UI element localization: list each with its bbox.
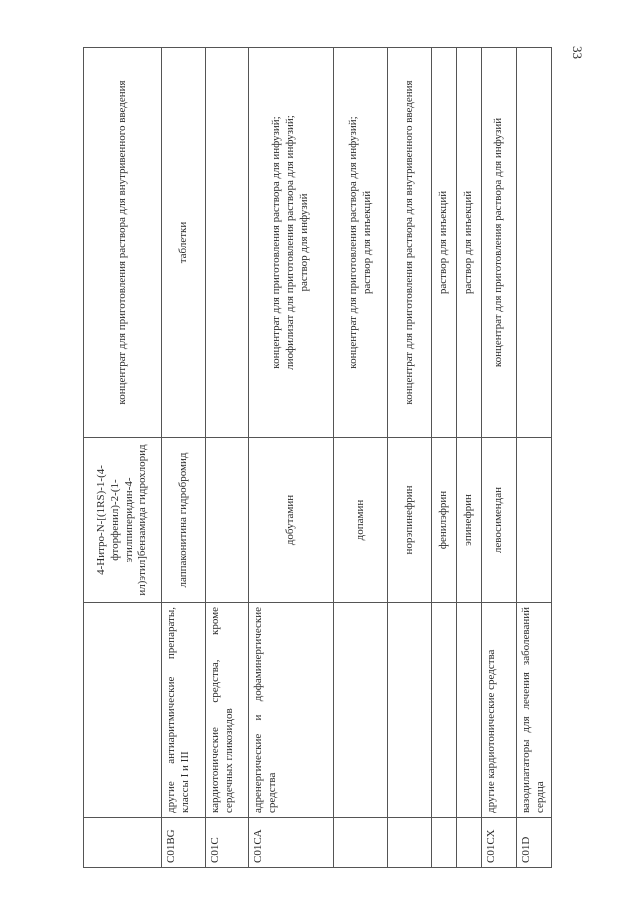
form-cell — [84, 48, 162, 438]
atc-code-cell — [334, 818, 388, 868]
form-line: концентрат для приготовления раствора для внутривенного введения — [402, 80, 415, 405]
drug-table — [83, 47, 552, 868]
group-cell — [84, 603, 162, 818]
atc-code-cell: C01C — [206, 818, 249, 868]
group-cell: кардиотонические средства, кроме сердечных гликозидов — [206, 603, 249, 818]
table-row — [457, 48, 482, 868]
substance-cell: добутамин — [249, 438, 334, 603]
form-line: концентрат для приготовления раствора для инфузий; — [270, 116, 283, 369]
form-line: раствор для инфузий — [297, 193, 310, 292]
group-cell: адренергические и дофаминергические средства — [249, 603, 334, 818]
substance-cell: допамин — [334, 438, 388, 603]
table-row — [388, 48, 432, 868]
substance-cell: фенилэфрин — [432, 438, 457, 603]
table-row — [482, 48, 517, 868]
substance-cell: норэпинефрин — [388, 438, 432, 603]
atc-code-cell — [84, 818, 162, 868]
form-line: концентрат для приготовления раствора для инфузий — [492, 117, 505, 368]
atc-code-cell: C01D — [517, 818, 552, 868]
substance-cell: лаппаконитина гидробромид — [162, 438, 206, 603]
form-cell — [482, 48, 517, 438]
form-line: раствор для инъекций — [437, 190, 450, 295]
form-line: концентрат для приготовления раствора для внутривенного введения — [115, 80, 128, 405]
atc-code-cell: C01CA — [249, 818, 334, 868]
group-cell: другие кардиотонические средства — [482, 603, 517, 818]
substance-cell: 4-Нитро-N-[(1RS)-1-(4-фторфенил)-2-(1-этилпиперидин-4-ил)этил]бензамида гидрохлорид — [84, 438, 162, 603]
form-cell — [517, 48, 552, 438]
table-row — [334, 48, 388, 868]
form-line: концентрат для приготовления раствора для инфузий; — [346, 116, 359, 369]
atc-code-cell: C01BG — [162, 818, 206, 868]
rotated-table-container — [83, 48, 546, 868]
group-cell: другие антиаритмические препараты, классы I и III — [162, 603, 206, 818]
form-cell — [206, 48, 249, 438]
group-cell: вазодилататоры для лечения заболеваний сердца — [517, 603, 552, 818]
table-row — [206, 48, 249, 868]
atc-code-cell — [432, 818, 457, 868]
atc-code-cell — [388, 818, 432, 868]
substance-cell: левосимендан — [482, 438, 517, 603]
substance-cell — [517, 438, 552, 603]
form-cell — [334, 48, 388, 438]
table-row — [249, 48, 334, 868]
form-line: лиофилизат для приготовления раствора для инфузий; — [284, 115, 297, 370]
substance-cell: эпинефрин — [457, 438, 482, 603]
form-line: таблетки — [176, 221, 189, 264]
form-cell — [162, 48, 206, 438]
table-row — [432, 48, 457, 868]
table-row — [517, 48, 552, 868]
atc-code-cell: C01CX — [482, 818, 517, 868]
atc-code-cell — [457, 818, 482, 868]
table-row — [84, 48, 162, 868]
page-number: 33 — [570, 45, 585, 59]
form-line: раствор для инъекций — [360, 190, 373, 295]
form-line: раствор для инъекций — [462, 190, 475, 295]
form-cell — [432, 48, 457, 438]
form-cell — [388, 48, 432, 438]
group-cell — [432, 603, 457, 818]
substance-cell — [206, 438, 249, 603]
group-cell — [457, 603, 482, 818]
form-cell — [249, 48, 334, 438]
form-cell — [457, 48, 482, 438]
group-cell — [388, 603, 432, 818]
table-row — [162, 48, 206, 868]
group-cell — [334, 603, 388, 818]
